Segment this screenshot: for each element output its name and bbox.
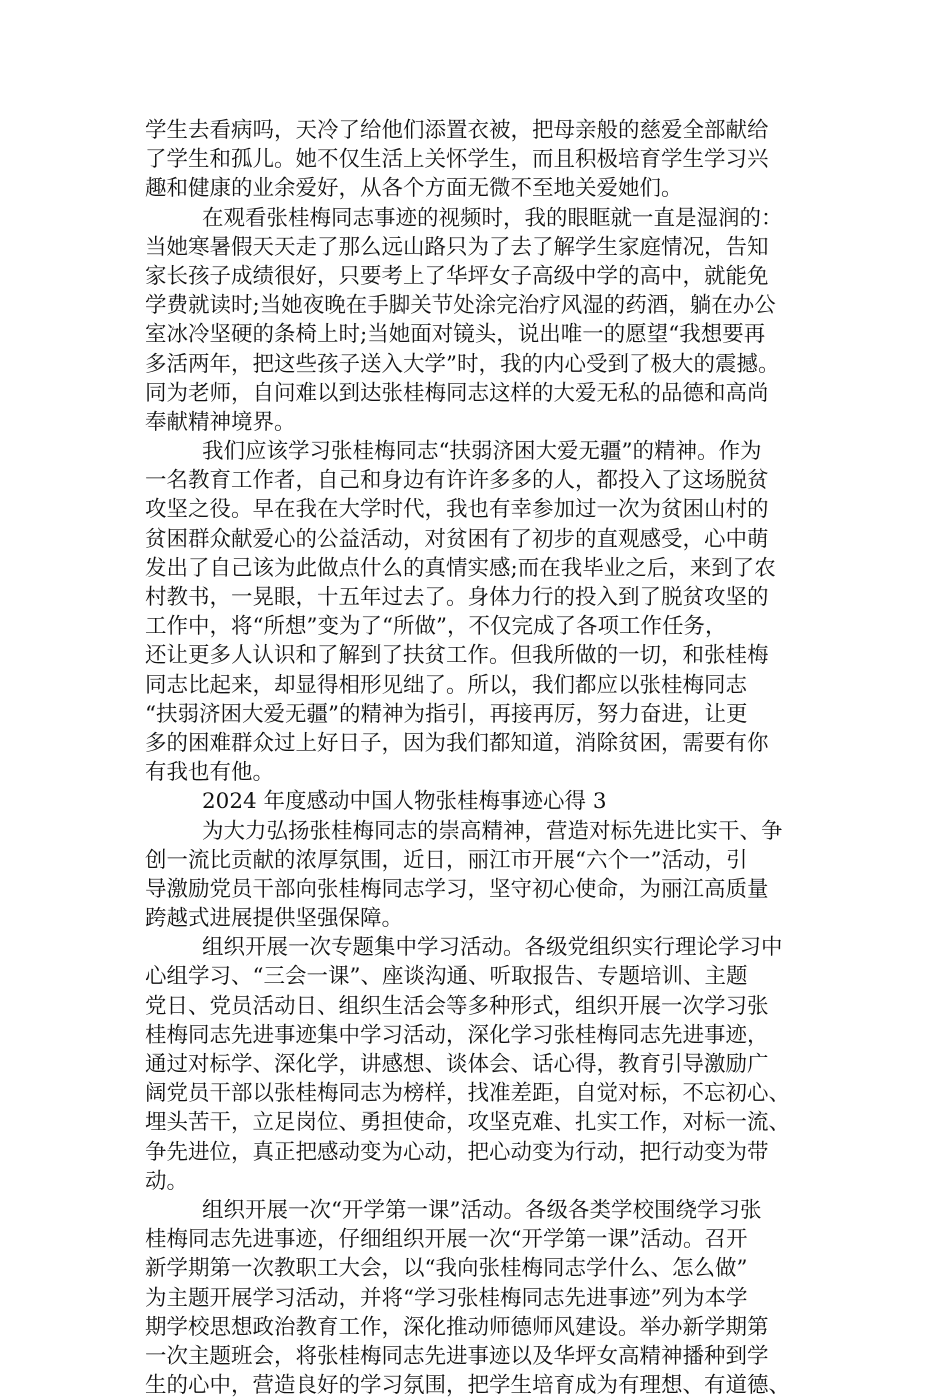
text-line: 桂梅同志先进事迹集中学习活动，深化学习张桂梅同志先进事迹， bbox=[145, 1022, 769, 1048]
text-line: 村教书，一晃眼，十五年过去了。身体力行的投入到了脱贫攻坚的 bbox=[145, 585, 769, 610]
text-line: 心组学习、“三会一课”、座谈沟通、听取报告、专题培训、主题 bbox=[145, 964, 748, 990]
text-line: 家长孩子成绩很好，只要考上了华坪女子高级中学的高中，就能免 bbox=[145, 263, 769, 289]
text-line: 新学期第一次教职工大会，以“我向张桂梅同志学什么、怎么做” bbox=[145, 1256, 748, 1282]
text-line: 组织开展一次“开学第一课”活动。各级各类学校围绕学习张 bbox=[202, 1197, 762, 1223]
text-line: 学生去看病吗，天冷了给他们添置衣被，把母亲般的慈爱全部献给 bbox=[145, 118, 769, 143]
text-line: 导激励党员干部向张桂梅同志学习，坚守初心使命，为丽江高质量 bbox=[145, 876, 769, 902]
text-line: “扶弱济困大爱无疆”的精神为指引，再接再厉，努力奋进，让更 bbox=[145, 701, 748, 727]
text-line: 组织开展一次专题集中学习活动。各级党组织实行理论学习中 bbox=[202, 935, 783, 961]
text-line: 桂梅同志先进事迹，仔细组织开展一次“开学第一课”活动。召开 bbox=[145, 1227, 748, 1253]
text-line: 还让更多人认识和了解到了扶贫工作。但我所做的一切，和张桂梅 bbox=[145, 643, 769, 669]
text-line: 2024 年度感动中国人物张桂梅事迹心得 3 bbox=[202, 789, 607, 815]
text-line: 争先进位，真正把感动变为心动，把心动变为行动，把行动变为带 bbox=[145, 1139, 769, 1165]
text-line: 一次主题班会，将张桂梅同志先进事迹以及华坪女高精神播种到学 bbox=[145, 1343, 769, 1369]
text-line: 奉献精神境界。 bbox=[145, 409, 296, 435]
text-line: 室冰冷坚硬的条椅上时;当她面对镜头，说出唯一的愿望“我想要再 bbox=[145, 322, 766, 348]
text-line: 期学校思想政治教育工作，深化推动师德师风建设。举办新学期第 bbox=[145, 1314, 769, 1340]
text-line: 一名教育工作者，自己和身边有许许多多的人，都投入了这场脱贫 bbox=[145, 468, 769, 494]
text-line: 党日、党员活动日、组织生活会等多种形式，组织开展一次学习张 bbox=[145, 993, 769, 1019]
text-line: 有我也有他。 bbox=[145, 760, 275, 786]
text-line: 生的心中，营造良好的学习氛围，把学生培育成为有理想、有道德、 bbox=[145, 1373, 791, 1399]
text-line: 工作中，将“所想”变为了“所做”，不仅完成了各项工作任务， bbox=[145, 614, 727, 640]
text-line: 跨越式进展提供坚强保障。 bbox=[145, 906, 404, 932]
text-line: 了学生和孤儿。她不仅生活上关怀学生，而且积极培育学生学习兴 bbox=[145, 147, 769, 173]
text-line: 发出了自己该为此做点什么的真情实感;而在我毕业之后，来到了农 bbox=[145, 555, 776, 581]
text-line: 创一流比贡献的浓厚氛围，近日，丽江市开展“六个一”活动，引 bbox=[145, 847, 748, 873]
text-line: 贫困群众献爱心的公益活动，对贫困有了初步的直观感受，心中萌 bbox=[145, 526, 769, 552]
text-line: 为主题开展学习活动，并将“学习张桂梅同志先进事迹”列为本学 bbox=[145, 1285, 748, 1311]
text-line: 阔党员干部以张桂梅同志为榜样，找准差距，自觉对标，不忘初心、 bbox=[145, 1081, 791, 1107]
text-line: 在观看张桂梅同志事迹的视频时，我的眼眶就一直是湿润的： bbox=[202, 205, 783, 231]
text-line: 通过对标学、深化学，讲感想、谈体会、话心得，教育引导激励广 bbox=[145, 1052, 769, 1077]
text-line: 埋头苦干，立足岗位、勇担使命，攻坚克难、扎实工作，对标一流、 bbox=[145, 1110, 791, 1136]
text-line: 为大力弘扬张桂梅同志的崇高精神，营造对标先进比实干、争 bbox=[202, 818, 783, 844]
text-line: 同志比起来，却显得相形见绌了。所以，我们都应以张桂梅同志 bbox=[145, 672, 748, 698]
text-line: 趣和健康的业余爱好，从各个方面无微不至地关爱她们。 bbox=[145, 176, 683, 202]
text-line: 多活两年，把这些孩子送入大学”时，我的内心受到了极大的震撼。 bbox=[145, 351, 780, 377]
text-line: 我们应该学习张桂梅同志“扶弱济困大爱无疆”的精神。作为 bbox=[202, 439, 762, 465]
text-line: 当她寒暑假天天走了那么远山路只为了去了解学生家庭情况，告知 bbox=[145, 234, 769, 260]
text-line: 动。 bbox=[145, 1168, 189, 1194]
text-line: 多的困难群众过上好日子，因为我们都知道，消除贫困，需要有你 bbox=[145, 730, 769, 756]
text-line: 同为老师，自问难以到达张桂梅同志这样的大爱无私的品德和高尚 bbox=[145, 380, 769, 406]
text-line: 学费就读时;当她夜晚在手脚关节处涂完治疗风湿的药酒，躺在办公 bbox=[145, 293, 776, 319]
document-body bbox=[145, 116, 809, 1400]
text-line: 攻坚之役。早在我在大学时代，我也有幸参加过一次为贫困山村的 bbox=[145, 497, 769, 523]
